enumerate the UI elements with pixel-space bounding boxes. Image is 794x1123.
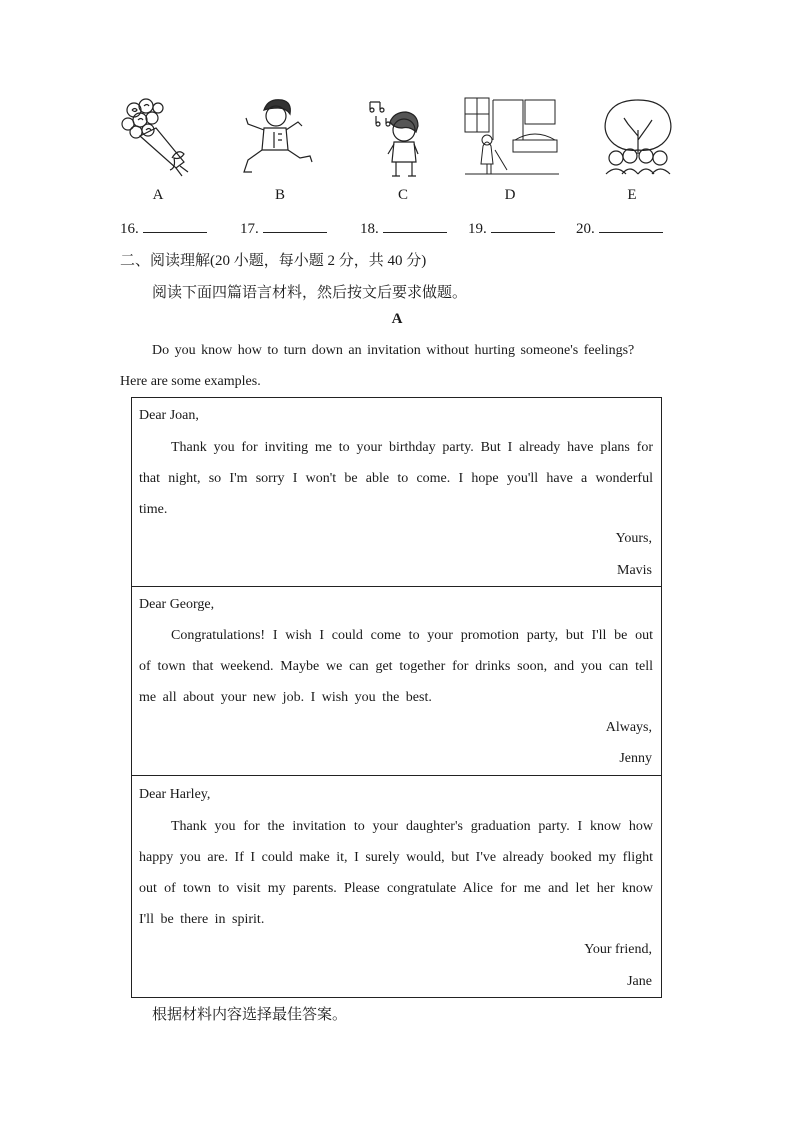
blank-line[interactable]	[263, 218, 327, 233]
blank-line[interactable]	[599, 218, 663, 233]
flower-bouquet-icon	[118, 96, 198, 180]
letter-signature: Jenny	[619, 751, 652, 766]
letter-body: Thank you for the invitation to your daughter's graduation party. I know how happy you are. If I could make it, I surely would, but I've already booked my flight out of town to visit my parents. Please congratulate Alice for me and let her know I'll be there in spirit.	[139, 819, 653, 927]
passage-intro-line-1: Do you know how to turn down an invitation without hurting someone's feelings?	[152, 343, 635, 358]
letter-signature: Mavis	[617, 563, 652, 578]
section-instruction: 阅读下面四篇语言材料，然后按文后要求做题。	[152, 285, 468, 301]
blank-number: 16.	[120, 221, 139, 237]
blank-20[interactable]	[576, 218, 663, 238]
singing-boy-icon	[362, 96, 442, 180]
passage-intro-line-2: Here are some examples.	[120, 374, 261, 389]
family-tree-icon	[598, 96, 678, 180]
blank-number: 19.	[468, 221, 487, 237]
blank-line[interactable]	[143, 218, 207, 233]
final-instruction: 根据材料内容选择最佳答案。	[152, 1007, 348, 1023]
blank-number: 20.	[576, 221, 595, 237]
picture-label-b: B	[274, 187, 285, 203]
blank-line[interactable]	[383, 218, 447, 233]
passage-label: A	[391, 311, 403, 327]
blank-17[interactable]	[240, 218, 327, 238]
letter-george	[132, 587, 661, 776]
picture-label-a: A	[152, 187, 164, 203]
picture-label-e: E	[627, 187, 637, 203]
letter-greeting: Dear George,	[139, 597, 215, 612]
letter-body: Thank you for inviting me to your birthday party. But I already have plans for that night, so I'm sorry I won't be able to come. I hope you'll have a wonderful time.	[139, 440, 653, 517]
letter-closing: Yours,	[615, 531, 652, 546]
blank-number: 17.	[240, 221, 259, 237]
letter-closing: Your friend,	[584, 942, 652, 957]
letter-harley	[132, 776, 661, 997]
blank-19[interactable]	[468, 218, 555, 238]
picture-label-c: C	[397, 187, 408, 203]
kung-fu-boy-icon	[240, 96, 320, 180]
blank-number: 18.	[360, 221, 379, 237]
section-title: 二、阅读理解(20 小题，每小题 2 分，共 40 分)	[120, 253, 427, 269]
girl-sweeping-room-icon	[463, 96, 561, 180]
blank-18[interactable]	[360, 218, 447, 238]
letter-greeting: Dear Joan,	[139, 408, 199, 423]
letter-joan	[132, 398, 661, 587]
picture-label-d: D	[504, 187, 516, 203]
letter-greeting: Dear Harley,	[139, 787, 211, 802]
letter-signature: Jane	[627, 974, 652, 989]
blank-line[interactable]	[491, 218, 555, 233]
blank-16[interactable]	[120, 218, 207, 238]
letter-body: Congratulations! I wish I could come to your promotion party, but I'll be out of town that weekend. Maybe we can get together for drinks soon, and you can tell me all about your new job. I wish you the best.	[139, 628, 653, 705]
letter-closing: Always,	[605, 720, 652, 735]
letters-table	[131, 397, 662, 998]
